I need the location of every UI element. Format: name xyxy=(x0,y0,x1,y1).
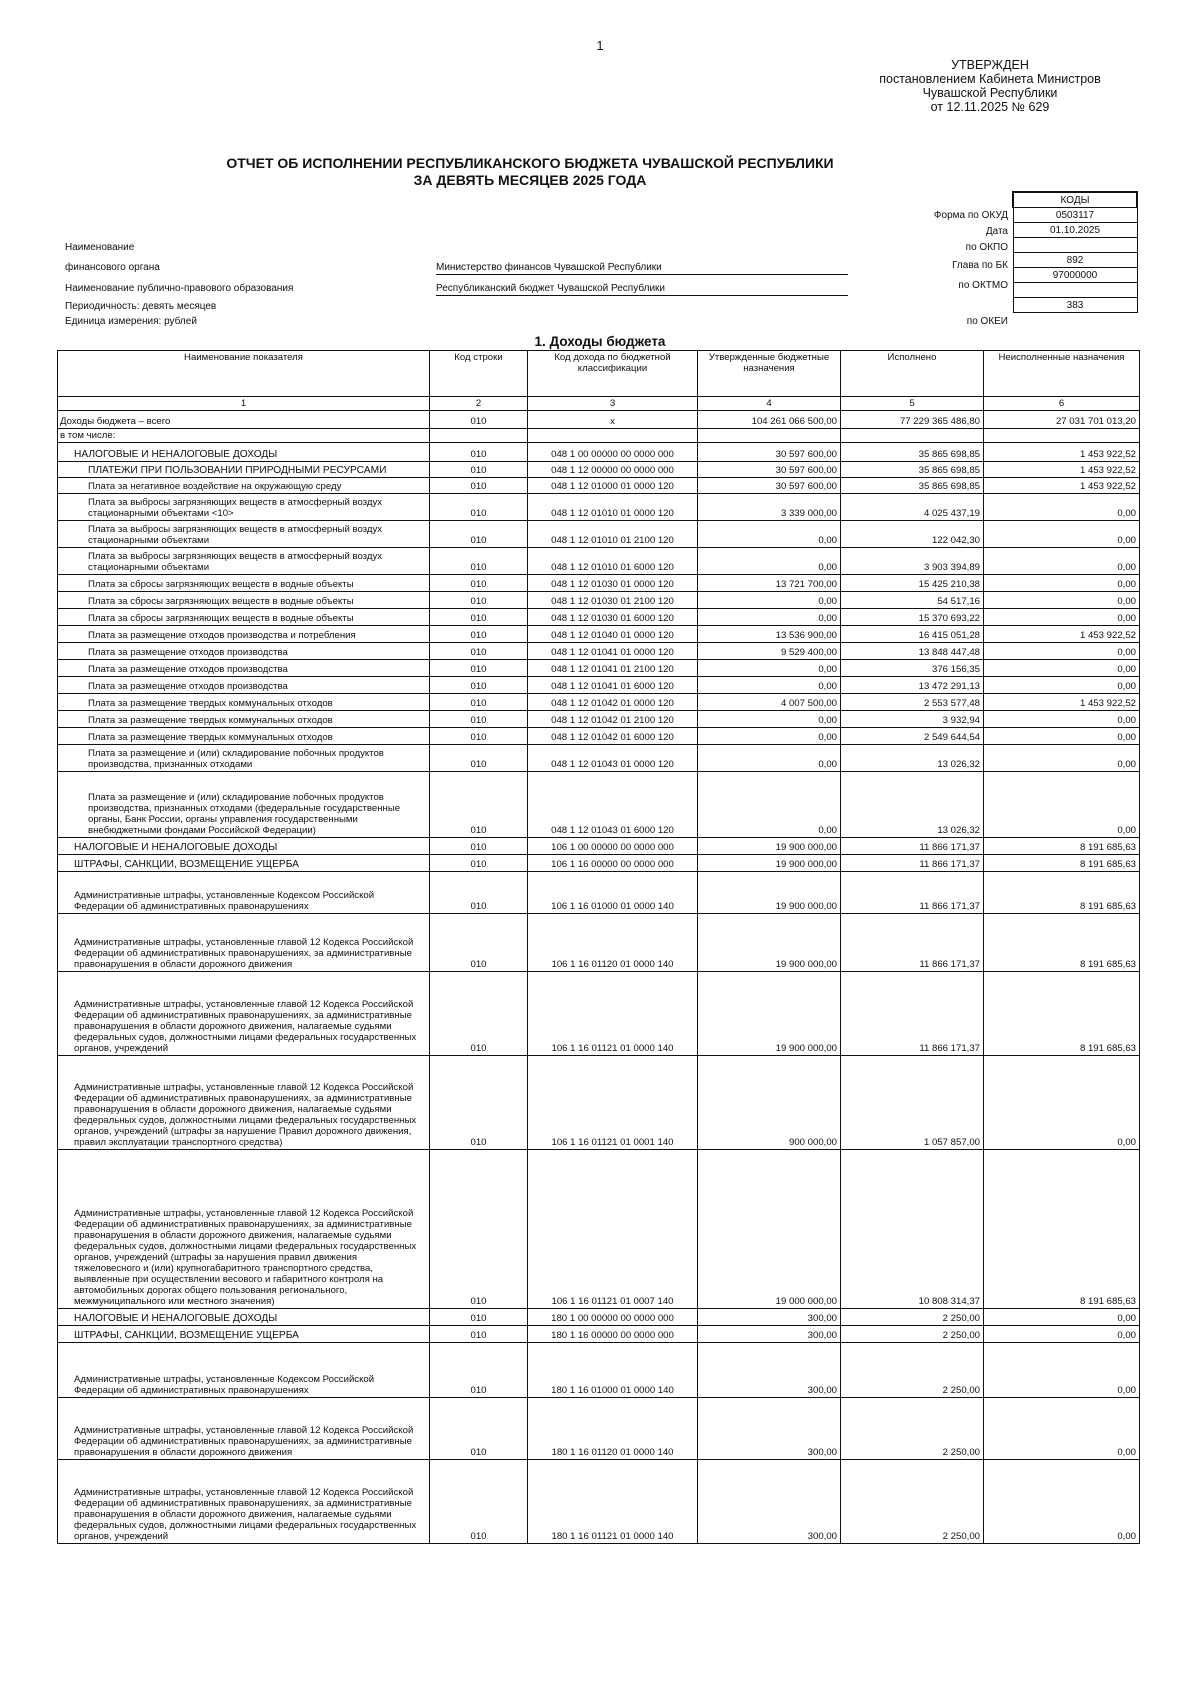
row-revenue-code xyxy=(528,429,698,443)
row-name: НАЛОГОВЫЕ И НЕНАЛОГОВЫЕ ДОХОДЫ xyxy=(58,838,430,855)
row-executed: 2 553 577,48 xyxy=(841,694,984,711)
row-approved: 0,00 xyxy=(698,521,841,548)
table-row xyxy=(58,711,1140,728)
row-name: Плата за сбросы загрязняющих веществ в водные объекты xyxy=(58,592,430,609)
name-label-2: финансового органа xyxy=(65,262,160,273)
row-revenue-code: 048 1 12 01000 01 0000 120 xyxy=(528,478,698,494)
row-executed: 13 026,32 xyxy=(841,745,984,772)
row-name: в том числе: xyxy=(58,429,430,443)
row-unexecuted: 8 191 685,63 xyxy=(984,914,1140,972)
row-executed: 11 866 171,37 xyxy=(841,914,984,972)
row-approved: 0,00 xyxy=(698,677,841,694)
row-line-code: 010 xyxy=(430,745,528,772)
row-revenue-code: 106 1 16 01120 01 0000 140 xyxy=(528,914,698,972)
row-line-code: 010 xyxy=(430,575,528,592)
row-line-code: 010 xyxy=(430,855,528,872)
row-approved: 30 597 600,00 xyxy=(698,443,841,462)
row-name: ШТРАФЫ, САНКЦИИ, ВОЗМЕЩЕНИЕ УЩЕРБА xyxy=(58,855,430,872)
row-revenue-code: 106 1 00 00000 00 0000 000 xyxy=(528,838,698,855)
row-unexecuted: 0,00 xyxy=(984,1460,1140,1544)
row-line-code: 010 xyxy=(430,1343,528,1398)
approval-line: УТВЕРЖДЕН xyxy=(951,58,1029,72)
row-unexecuted: 1 453 922,52 xyxy=(984,478,1140,494)
table-row xyxy=(58,728,1140,745)
row-unexecuted: 0,00 xyxy=(984,660,1140,677)
table-row xyxy=(58,1150,1140,1309)
row-executed: 4 025 437,19 xyxy=(841,494,984,521)
table-row xyxy=(58,462,1140,478)
code-okei: 383 xyxy=(1013,298,1137,313)
row-approved: 300,00 xyxy=(698,1343,841,1398)
col-header-line: Код строки xyxy=(430,351,528,397)
row-approved: 0,00 xyxy=(698,772,841,838)
table-row xyxy=(58,1460,1140,1544)
table-row xyxy=(58,592,1140,609)
row-line-code: 010 xyxy=(430,521,528,548)
row-approved: 300,00 xyxy=(698,1460,841,1544)
row-executed: 3 932,94 xyxy=(841,711,984,728)
row-unexecuted: 0,00 xyxy=(984,548,1140,575)
table-row xyxy=(58,1056,1140,1150)
row-unexecuted: 8 191 685,63 xyxy=(984,1150,1140,1309)
row-line-code: 010 xyxy=(430,914,528,972)
entity-label: Наименование публично-правового образования xyxy=(65,283,294,294)
row-unexecuted: 1 453 922,52 xyxy=(984,694,1140,711)
row-executed: 2 549 644,54 xyxy=(841,728,984,745)
row-revenue-code: 048 1 00 00000 00 0000 000 xyxy=(528,443,698,462)
row-unexecuted: 0,00 xyxy=(984,1056,1140,1150)
row-executed: 15 370 693,22 xyxy=(841,609,984,626)
row-name: ПЛАТЕЖИ ПРИ ПОЛЬЗОВАНИИ ПРИРОДНЫМИ РЕСУРСАМИ xyxy=(58,462,430,478)
row-unexecuted: 0,00 xyxy=(984,1326,1140,1343)
row-executed: 54 517,16 xyxy=(841,592,984,609)
table-row xyxy=(58,1326,1140,1343)
row-line-code: 010 xyxy=(430,592,528,609)
row-approved: 19 900 000,00 xyxy=(698,872,841,914)
financial-body-value: Министерство финансов Чувашской Республики xyxy=(436,262,848,275)
row-name: Плата за размещение твердых коммунальных отходов xyxy=(58,728,430,745)
row-unexecuted: 27 031 701 013,20 xyxy=(984,411,1140,429)
row-name: Плата за размещение и (или) складирование побочных продуктов производства, признанных отходами (федеральные государственные органы, Банк России, органы управления государственными внебюджетными фондами Российской Федерации) xyxy=(58,772,430,838)
revenue-table xyxy=(57,350,1140,1544)
row-unexecuted xyxy=(984,429,1140,443)
row-approved: 30 597 600,00 xyxy=(698,462,841,478)
row-unexecuted: 8 191 685,63 xyxy=(984,872,1140,914)
row-revenue-code: 180 1 00 00000 00 0000 000 xyxy=(528,1309,698,1326)
page-number: 1 xyxy=(596,38,604,53)
col-number: 2 xyxy=(430,397,528,411)
row-name: Плата за размещение отходов производства xyxy=(58,660,430,677)
row-name: Плата за размещение отходов производства и потребления xyxy=(58,626,430,643)
row-line-code: 010 xyxy=(430,478,528,494)
row-unexecuted: 0,00 xyxy=(984,1343,1140,1398)
row-line-code: 010 xyxy=(430,462,528,478)
row-executed: 35 865 698,85 xyxy=(841,443,984,462)
row-revenue-code: 048 1 12 01040 01 0000 120 xyxy=(528,626,698,643)
row-line-code: 010 xyxy=(430,494,528,521)
row-unexecuted: 0,00 xyxy=(984,609,1140,626)
row-line-code: 010 xyxy=(430,1309,528,1326)
row-revenue-code: 106 1 16 01121 01 0007 140 xyxy=(528,1150,698,1309)
row-name: Административные штрафы, установленные главой 12 Кодекса Российской Федерации об административных правонарушениях, за административные правонарушения в области дорожного движения, налагаемые судьями федеральных судов, должностными лицами федеральных государственных органов, учреждений xyxy=(58,972,430,1056)
code-label-date: Дата xyxy=(985,226,1008,237)
row-approved: 0,00 xyxy=(698,660,841,677)
row-name: ШТРАФЫ, САНКЦИИ, ВОЗМЕЩЕНИЕ УЩЕРБА xyxy=(58,1326,430,1343)
row-approved: 19 900 000,00 xyxy=(698,855,841,872)
table-row xyxy=(58,1309,1140,1326)
row-revenue-code: 048 1 12 01030 01 6000 120 xyxy=(528,609,698,626)
row-executed: 2 250,00 xyxy=(841,1398,984,1460)
row-line-code: 010 xyxy=(430,872,528,914)
row-executed: 13 026,32 xyxy=(841,772,984,838)
section-title: 1. Доходы бюджета xyxy=(534,334,666,349)
row-approved: 13 536 900,00 xyxy=(698,626,841,643)
row-executed: 1 057 857,00 xyxy=(841,1056,984,1150)
row-name: Плата за сбросы загрязняющих веществ в водные объекты xyxy=(58,575,430,592)
unit-label: Единица измерения: рублей xyxy=(65,316,197,327)
row-executed: 122 042,30 xyxy=(841,521,984,548)
row-line-code: 010 xyxy=(430,1056,528,1150)
row-executed: 16 415 051,28 xyxy=(841,626,984,643)
row-executed: 3 903 394,89 xyxy=(841,548,984,575)
code-label-okpo: по ОКПО xyxy=(965,242,1008,253)
row-revenue-code: 048 1 12 01030 01 0000 120 xyxy=(528,575,698,592)
row-executed: 35 865 698,85 xyxy=(841,478,984,494)
row-name: Плата за негативное воздействие на окружающую среду xyxy=(58,478,430,494)
row-approved: 0,00 xyxy=(698,745,841,772)
row-revenue-code: 180 1 16 01000 01 0000 140 xyxy=(528,1343,698,1398)
col-number: 1 xyxy=(58,397,430,411)
row-line-code: 010 xyxy=(430,772,528,838)
row-line-code: 010 xyxy=(430,972,528,1056)
code-oktmo: 97000000 xyxy=(1013,268,1137,283)
table-row xyxy=(58,478,1140,494)
row-name: Плата за размещение и (или) складирование побочных продуктов производства, признанных отходами xyxy=(58,745,430,772)
table-row xyxy=(58,411,1140,429)
col-number: 4 xyxy=(698,397,841,411)
row-unexecuted: 0,00 xyxy=(984,745,1140,772)
row-line-code: 010 xyxy=(430,643,528,660)
row-unexecuted: 0,00 xyxy=(984,1309,1140,1326)
table-row xyxy=(58,914,1140,972)
row-approved: 19 900 000,00 xyxy=(698,972,841,1056)
row-unexecuted: 1 453 922,52 xyxy=(984,443,1140,462)
code-okpo xyxy=(1013,238,1137,253)
row-revenue-code: 048 1 12 00000 00 0000 000 xyxy=(528,462,698,478)
row-executed: 77 229 365 486,80 xyxy=(841,411,984,429)
row-unexecuted: 0,00 xyxy=(984,521,1140,548)
report-title-line: ЗА ДЕВЯТЬ МЕСЯЦЕВ 2025 ГОДА xyxy=(413,172,647,188)
row-unexecuted: 0,00 xyxy=(984,711,1140,728)
approval-line: от 12.11.2025 № 629 xyxy=(930,100,1050,114)
row-name: НАЛОГОВЫЕ И НЕНАЛОГОВЫЕ ДОХОДЫ xyxy=(58,443,430,462)
row-name: Административные штрафы, установленные Кодексом Российской Федерации об административных правонарушениях xyxy=(58,1343,430,1398)
row-line-code: 010 xyxy=(430,609,528,626)
row-approved: 19 000 000,00 xyxy=(698,1150,841,1309)
col-header-code: Код дохода по бюджетной классификации xyxy=(528,351,698,397)
table-row xyxy=(58,694,1140,711)
row-name: Плата за выбросы загрязняющих веществ в атмосферный воздух стационарными объектами <10> xyxy=(58,494,430,521)
row-line-code: 010 xyxy=(430,443,528,462)
row-executed: 11 866 171,37 xyxy=(841,872,984,914)
row-unexecuted: 0,00 xyxy=(984,1398,1140,1460)
row-revenue-code: 048 1 12 01042 01 6000 120 xyxy=(528,728,698,745)
row-executed xyxy=(841,429,984,443)
row-executed: 2 250,00 xyxy=(841,1309,984,1326)
row-name: Административные штрафы, установленные главой 12 Кодекса Российской Федерации об административных правонарушениях, за административные правонарушения в области дорожного движения xyxy=(58,914,430,972)
col-header-unexecuted: Неисполненные назначения xyxy=(984,351,1140,397)
row-revenue-code: 106 1 16 01121 01 0000 140 xyxy=(528,972,698,1056)
row-name: Плата за размещение отходов производства xyxy=(58,643,430,660)
row-unexecuted: 1 453 922,52 xyxy=(984,462,1140,478)
row-line-code: 010 xyxy=(430,1326,528,1343)
row-approved: 0,00 xyxy=(698,609,841,626)
approval-stamp xyxy=(860,58,1120,114)
row-line-code: 010 xyxy=(430,411,528,429)
code-label-okei: по ОКЕИ xyxy=(966,316,1008,327)
row-line-code: 010 xyxy=(430,1150,528,1309)
row-unexecuted: 0,00 xyxy=(984,575,1140,592)
row-line-code: 010 xyxy=(430,711,528,728)
table-row xyxy=(58,855,1140,872)
row-approved: 19 900 000,00 xyxy=(698,914,841,972)
row-approved: 3 339 000,00 xyxy=(698,494,841,521)
row-approved: 300,00 xyxy=(698,1398,841,1460)
row-executed: 2 250,00 xyxy=(841,1460,984,1544)
row-revenue-code: 048 1 12 01042 01 0000 120 xyxy=(528,694,698,711)
col-header-approved: Утвержденные бюджетные назначения xyxy=(698,351,841,397)
code-label-bk: Глава по БК xyxy=(952,260,1008,271)
table-row xyxy=(58,1343,1140,1398)
code-bk: 892 xyxy=(1013,253,1137,268)
row-approved xyxy=(698,429,841,443)
code-label-oktmo: по ОКТМО xyxy=(958,280,1008,291)
row-executed: 13 472 291,13 xyxy=(841,677,984,694)
col-number: 5 xyxy=(841,397,984,411)
row-revenue-code: 048 1 12 01010 01 6000 120 xyxy=(528,548,698,575)
row-name: Административные штрафы, установленные главой 12 Кодекса Российской Федерации об административных правонарушениях, за административные правонарушения в области дорожного движения, налагаемые судьями федеральных судов, должностными лицами федеральных государственных органов, учреждений (штрафы за нарушения правил движения тяжеловесного и (или) крупногабаритного транспортного средства, выявленные при осуществлении весового и габаритного контроля на автомобильных дорогах общего пользования регионального, межмуниципального или местного значения) xyxy=(58,1150,430,1309)
row-revenue-code: 048 1 12 01041 01 6000 120 xyxy=(528,677,698,694)
row-approved: 900 000,00 xyxy=(698,1056,841,1150)
table-row xyxy=(58,772,1140,838)
row-executed: 2 250,00 xyxy=(841,1343,984,1398)
row-executed: 13 848 447,48 xyxy=(841,643,984,660)
code-okud: 0503117 xyxy=(1013,208,1137,223)
row-name: Плата за размещение твердых коммунальных отходов xyxy=(58,694,430,711)
row-revenue-code: 048 1 12 01042 01 2100 120 xyxy=(528,711,698,728)
row-name: Административные штрафы, установленные главой 12 Кодекса Российской Федерации об административных правонарушениях, за административные правонарушения в области дорожного движения xyxy=(58,1398,430,1460)
row-approved: 0,00 xyxy=(698,711,841,728)
row-approved: 300,00 xyxy=(698,1326,841,1343)
approval-line: Чувашской Республики xyxy=(922,86,1058,100)
table-row xyxy=(58,677,1140,694)
period-label: Периодичность: девять месяцев xyxy=(65,301,217,312)
row-approved: 9 529 400,00 xyxy=(698,643,841,660)
col-number: 6 xyxy=(984,397,1140,411)
col-number: 3 xyxy=(528,397,698,411)
row-line-code: 010 xyxy=(430,1398,528,1460)
row-unexecuted: 8 191 685,63 xyxy=(984,838,1140,855)
entity-value: Республиканский бюджет Чувашской Республики xyxy=(436,283,848,296)
code-date: 01.10.2025 xyxy=(1013,223,1137,238)
codes-header: КОДЫ xyxy=(1013,192,1137,208)
row-executed: 11 866 171,37 xyxy=(841,838,984,855)
row-line-code: 010 xyxy=(430,548,528,575)
row-name: Плата за размещение отходов производства xyxy=(58,677,430,694)
table-row xyxy=(58,609,1140,626)
table-row xyxy=(58,1398,1140,1460)
table-row xyxy=(58,838,1140,855)
report-title-line: ОТЧЕТ ОБ ИСПОЛНЕНИИ РЕСПУБЛИКАНСКОГО БЮДЖЕТА ЧУВАШСКОЙ РЕСПУБЛИКИ xyxy=(226,155,834,171)
row-line-code: 010 xyxy=(430,626,528,643)
row-executed: 15 425 210,38 xyxy=(841,575,984,592)
row-executed: 10 808 314,37 xyxy=(841,1150,984,1309)
row-executed: 11 866 171,37 xyxy=(841,972,984,1056)
row-revenue-code: 180 1 16 00000 00 0000 000 xyxy=(528,1326,698,1343)
row-revenue-code: 048 1 12 01010 01 0000 120 xyxy=(528,494,698,521)
table-row xyxy=(58,494,1140,521)
table-row xyxy=(58,548,1140,575)
row-unexecuted: 1 453 922,52 xyxy=(984,626,1140,643)
row-revenue-code: 048 1 12 01043 01 0000 120 xyxy=(528,745,698,772)
row-revenue-code: 048 1 12 01041 01 2100 120 xyxy=(528,660,698,677)
row-line-code: 010 xyxy=(430,838,528,855)
row-executed: 376 156,35 xyxy=(841,660,984,677)
table-row xyxy=(58,660,1140,677)
row-name: Административные штрафы, установленные главой 12 Кодекса Российской Федерации об административных правонарушениях, за административные правонарушения в области дорожного движения, налагаемые судьями федеральных судов, должностными лицами федеральных государственных органов, учреждений xyxy=(58,1460,430,1544)
row-revenue-code: 106 1 16 01121 01 0001 140 xyxy=(528,1056,698,1150)
col-header-executed: Исполнено xyxy=(841,351,984,397)
table-row xyxy=(58,443,1140,462)
row-line-code: 010 xyxy=(430,728,528,745)
row-revenue-code: 106 1 16 00000 00 0000 000 xyxy=(528,855,698,872)
table-row xyxy=(58,643,1140,660)
row-unexecuted: 0,00 xyxy=(984,494,1140,521)
row-unexecuted: 0,00 xyxy=(984,772,1140,838)
row-name: Административные штрафы, установленные Кодексом Российской Федерации об административных правонарушениях xyxy=(58,872,430,914)
codes-table xyxy=(1012,191,1138,313)
row-line-code: 010 xyxy=(430,694,528,711)
row-approved: 0,00 xyxy=(698,548,841,575)
row-name: НАЛОГОВЫЕ И НЕНАЛОГОВЫЕ ДОХОДЫ xyxy=(58,1309,430,1326)
row-name: Плата за размещение твердых коммунальных отходов xyxy=(58,711,430,728)
row-revenue-code: 180 1 16 01120 01 0000 140 xyxy=(528,1398,698,1460)
approval-line: постановлением Кабинета Министров xyxy=(879,72,1101,86)
row-approved: 0,00 xyxy=(698,592,841,609)
row-approved: 30 597 600,00 xyxy=(698,478,841,494)
name-label-1: Наименование xyxy=(65,242,135,253)
row-revenue-code: 048 1 12 01010 01 2100 120 xyxy=(528,521,698,548)
table-row xyxy=(58,626,1140,643)
row-unexecuted: 0,00 xyxy=(984,643,1140,660)
row-approved: 13 721 700,00 xyxy=(698,575,841,592)
row-revenue-code: x xyxy=(528,411,698,429)
row-name: Доходы бюджета – всего xyxy=(58,411,430,429)
table-row xyxy=(58,745,1140,772)
code-label-okud: Форма по ОКУД xyxy=(933,210,1008,221)
row-unexecuted: 8 191 685,63 xyxy=(984,972,1140,1056)
row-revenue-code: 048 1 12 01041 01 0000 120 xyxy=(528,643,698,660)
col-header-name: Наименование показателя xyxy=(58,351,430,397)
row-revenue-code: 048 1 12 01043 01 6000 120 xyxy=(528,772,698,838)
row-executed: 35 865 698,85 xyxy=(841,462,984,478)
row-executed: 2 250,00 xyxy=(841,1326,984,1343)
row-line-code: 010 xyxy=(430,660,528,677)
row-name: Плата за сбросы загрязняющих веществ в водные объекты xyxy=(58,609,430,626)
row-revenue-code: 106 1 16 01000 01 0000 140 xyxy=(528,872,698,914)
row-unexecuted: 0,00 xyxy=(984,592,1140,609)
table-row xyxy=(58,575,1140,592)
row-line-code xyxy=(430,429,528,443)
row-approved: 300,00 xyxy=(698,1309,841,1326)
table-row xyxy=(58,521,1140,548)
report-title xyxy=(100,155,960,189)
row-name: Плата за выбросы загрязняющих веществ в атмосферный воздух стационарными объектами xyxy=(58,548,430,575)
row-name: Административные штрафы, установленные главой 12 Кодекса Российской Федерации об административных правонарушениях, за административные правонарушения в области дорожного движения, налагаемые судьями федеральных судов, должностными лицами федеральных государственных органов, учреждений (штрафы за нарушение Правил дорожного движения, правил эксплуатации транспортного средства) xyxy=(58,1056,430,1150)
row-approved: 104 261 066 500,00 xyxy=(698,411,841,429)
table-body xyxy=(58,411,1140,1544)
row-approved: 0,00 xyxy=(698,728,841,745)
row-name: Плата за выбросы загрязняющих веществ в атмосферный воздух стационарными объектами xyxy=(58,521,430,548)
row-revenue-code: 180 1 16 01121 01 0000 140 xyxy=(528,1460,698,1544)
row-executed: 11 866 171,37 xyxy=(841,855,984,872)
row-unexecuted: 0,00 xyxy=(984,728,1140,745)
row-revenue-code: 048 1 12 01030 01 2100 120 xyxy=(528,592,698,609)
code-empty xyxy=(1013,283,1137,298)
column-number-row xyxy=(58,397,1140,411)
row-line-code: 010 xyxy=(430,677,528,694)
row-line-code: 010 xyxy=(430,1460,528,1544)
row-approved: 19 900 000,00 xyxy=(698,838,841,855)
table-row xyxy=(58,972,1140,1056)
table-row xyxy=(58,429,1140,443)
row-unexecuted: 0,00 xyxy=(984,677,1140,694)
table-header-row xyxy=(58,351,1140,397)
row-unexecuted: 8 191 685,63 xyxy=(984,855,1140,872)
table-row xyxy=(58,872,1140,914)
row-approved: 4 007 500,00 xyxy=(698,694,841,711)
